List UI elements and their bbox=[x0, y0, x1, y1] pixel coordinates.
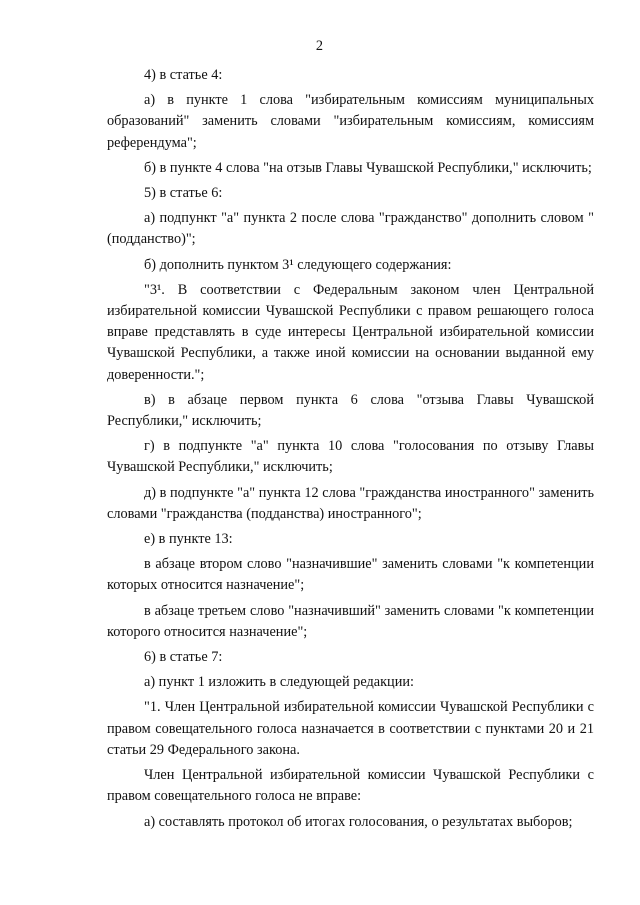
paragraph: е) в пункте 13: bbox=[144, 531, 233, 548]
paragraph: 6) в статье 7: bbox=[144, 649, 223, 666]
paragraph: а) подпункт "а" пункта 2 после слова "гражданство" дополнить словом "(подданство)"; bbox=[107, 210, 594, 248]
paragraph: б) в пункте 4 слова "на отзыв Главы Чувашской Республики," исключить; bbox=[144, 159, 592, 176]
paragraph: "3¹. В соответствии с Федеральным законом член Центральной избирательной комиссии Чувашской Республики с правом решающего голоса вправе представлять в суде интересы Центральной избирательной комиссии Чувашской Республики, а также иной комиссии на основании выданной ему доверенности."; bbox=[107, 281, 594, 383]
paragraph: 5) в статье 6: bbox=[144, 185, 223, 202]
paragraph: в) в абзаце первом пункта 6 слова "отзыва Главы Чувашской Республики," исключить; bbox=[107, 391, 594, 430]
paragraph: "1. Член Центральной избирательной комиссии Чувашской Республики с правом совещательного голоса назначается в соответствии с пунктами 20 и 21 статьи 29 Федерального закона. bbox=[107, 699, 594, 758]
paragraph: 4) в статье 4: bbox=[144, 67, 223, 83]
paragraph: д) в подпункте "а" пункта 12 слова "гражданства иностранного" заменить словами "гражданства (подданства) иностранного"; bbox=[107, 484, 594, 522]
paragraph: в абзаце третьем слово "назначивший" заменить словами "к компетенции которого относится назначение"; bbox=[107, 602, 594, 640]
paragraph: б) дополнить пунктом 3¹ следующего содержания: bbox=[144, 256, 452, 273]
paragraph: а) составлять протокол об итогах голосования, о результатах выборов; bbox=[144, 813, 573, 830]
paragraph: а) пункт 1 изложить в следующей редакции: bbox=[144, 674, 414, 691]
paragraph: г) в подпункте "а" пункта 10 слова "голосования по отзыву Главы Чувашской Республики," исключить; bbox=[107, 438, 594, 476]
document-body bbox=[107, 65, 594, 833]
paragraph: а) в пункте 1 слова "избирательным комиссиям муниципальных образований" заменить словами "избирательным комиссиям, комиссиям референдума"; bbox=[107, 92, 594, 151]
paragraph: Член Центральной избирательной комиссии Чувашской Республики с правом совещательного голоса не вправе: bbox=[107, 767, 594, 805]
page-number: 2 bbox=[315, 38, 324, 54]
paragraph: в абзаце втором слово "назначившие" заменить словами "к компетенции которых относится назначение"; bbox=[107, 556, 594, 594]
